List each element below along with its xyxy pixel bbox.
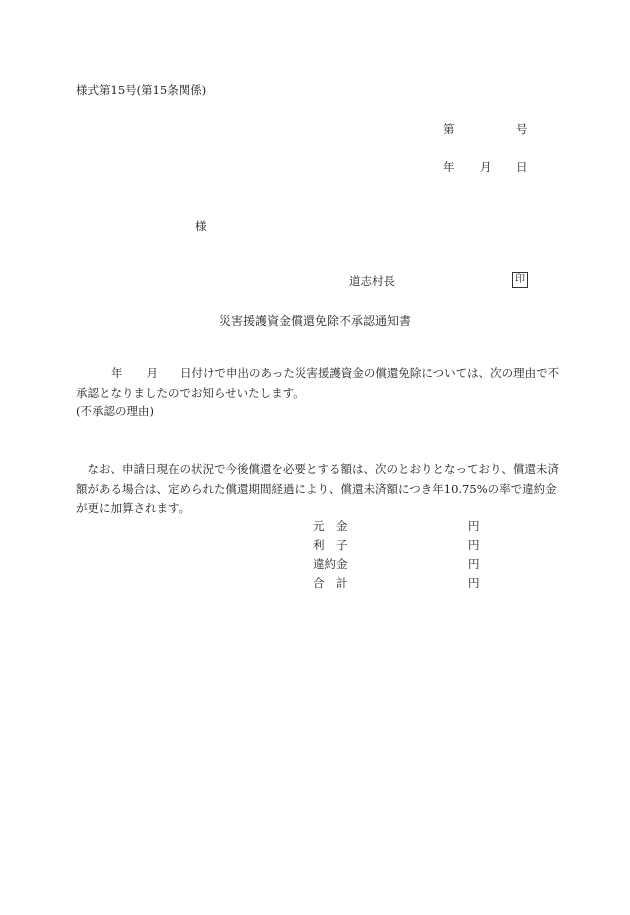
form-label: 様式第15号(第15条関係) [76,83,207,97]
body-year: 年 [111,366,123,380]
amount-label-total: 合 計 [313,576,348,590]
body-paragraph [76,364,560,403]
amount-label-principal: 元 金 [313,519,348,533]
amount-unit-total: 円 [468,576,480,590]
amount-label-interest: 利 子 [313,538,348,552]
document-number-prefix: 第 [443,122,455,136]
amount-label-penalty: 違約金 [313,557,348,571]
date-year: 年 [443,160,455,174]
body-text: 日付けで申出のあった災害援護資金の償還免除については、次の理由で不承認となりましたのでお知らせいたします。 [76,366,560,400]
amount-unit-interest: 円 [468,538,480,552]
addressee-suffix: 様 [195,219,207,233]
reason-heading: (不承認の理由) [76,404,154,418]
document-number-suffix: 号 [516,122,528,136]
document-title: 災害援護資金償還免除不承認通知書 [219,314,412,328]
amount-unit-principal: 円 [468,519,480,533]
amount-unit-penalty: 円 [468,557,480,571]
date-day: 日 [516,160,528,174]
notice-paragraph: なお、申請日現在の状況で今後償還を必要とする額は、次のとおりとなっており、償還未済額がある場合は、定められた償還期間経過により、償還未済額につき年10.75%の率で違約金が更に加算されます。 [76,462,559,515]
date-month: 月 [480,160,492,174]
sender: 道志村長 [349,274,395,288]
seal-mark: 印 [512,272,528,288]
body-month: 月 [146,366,158,380]
